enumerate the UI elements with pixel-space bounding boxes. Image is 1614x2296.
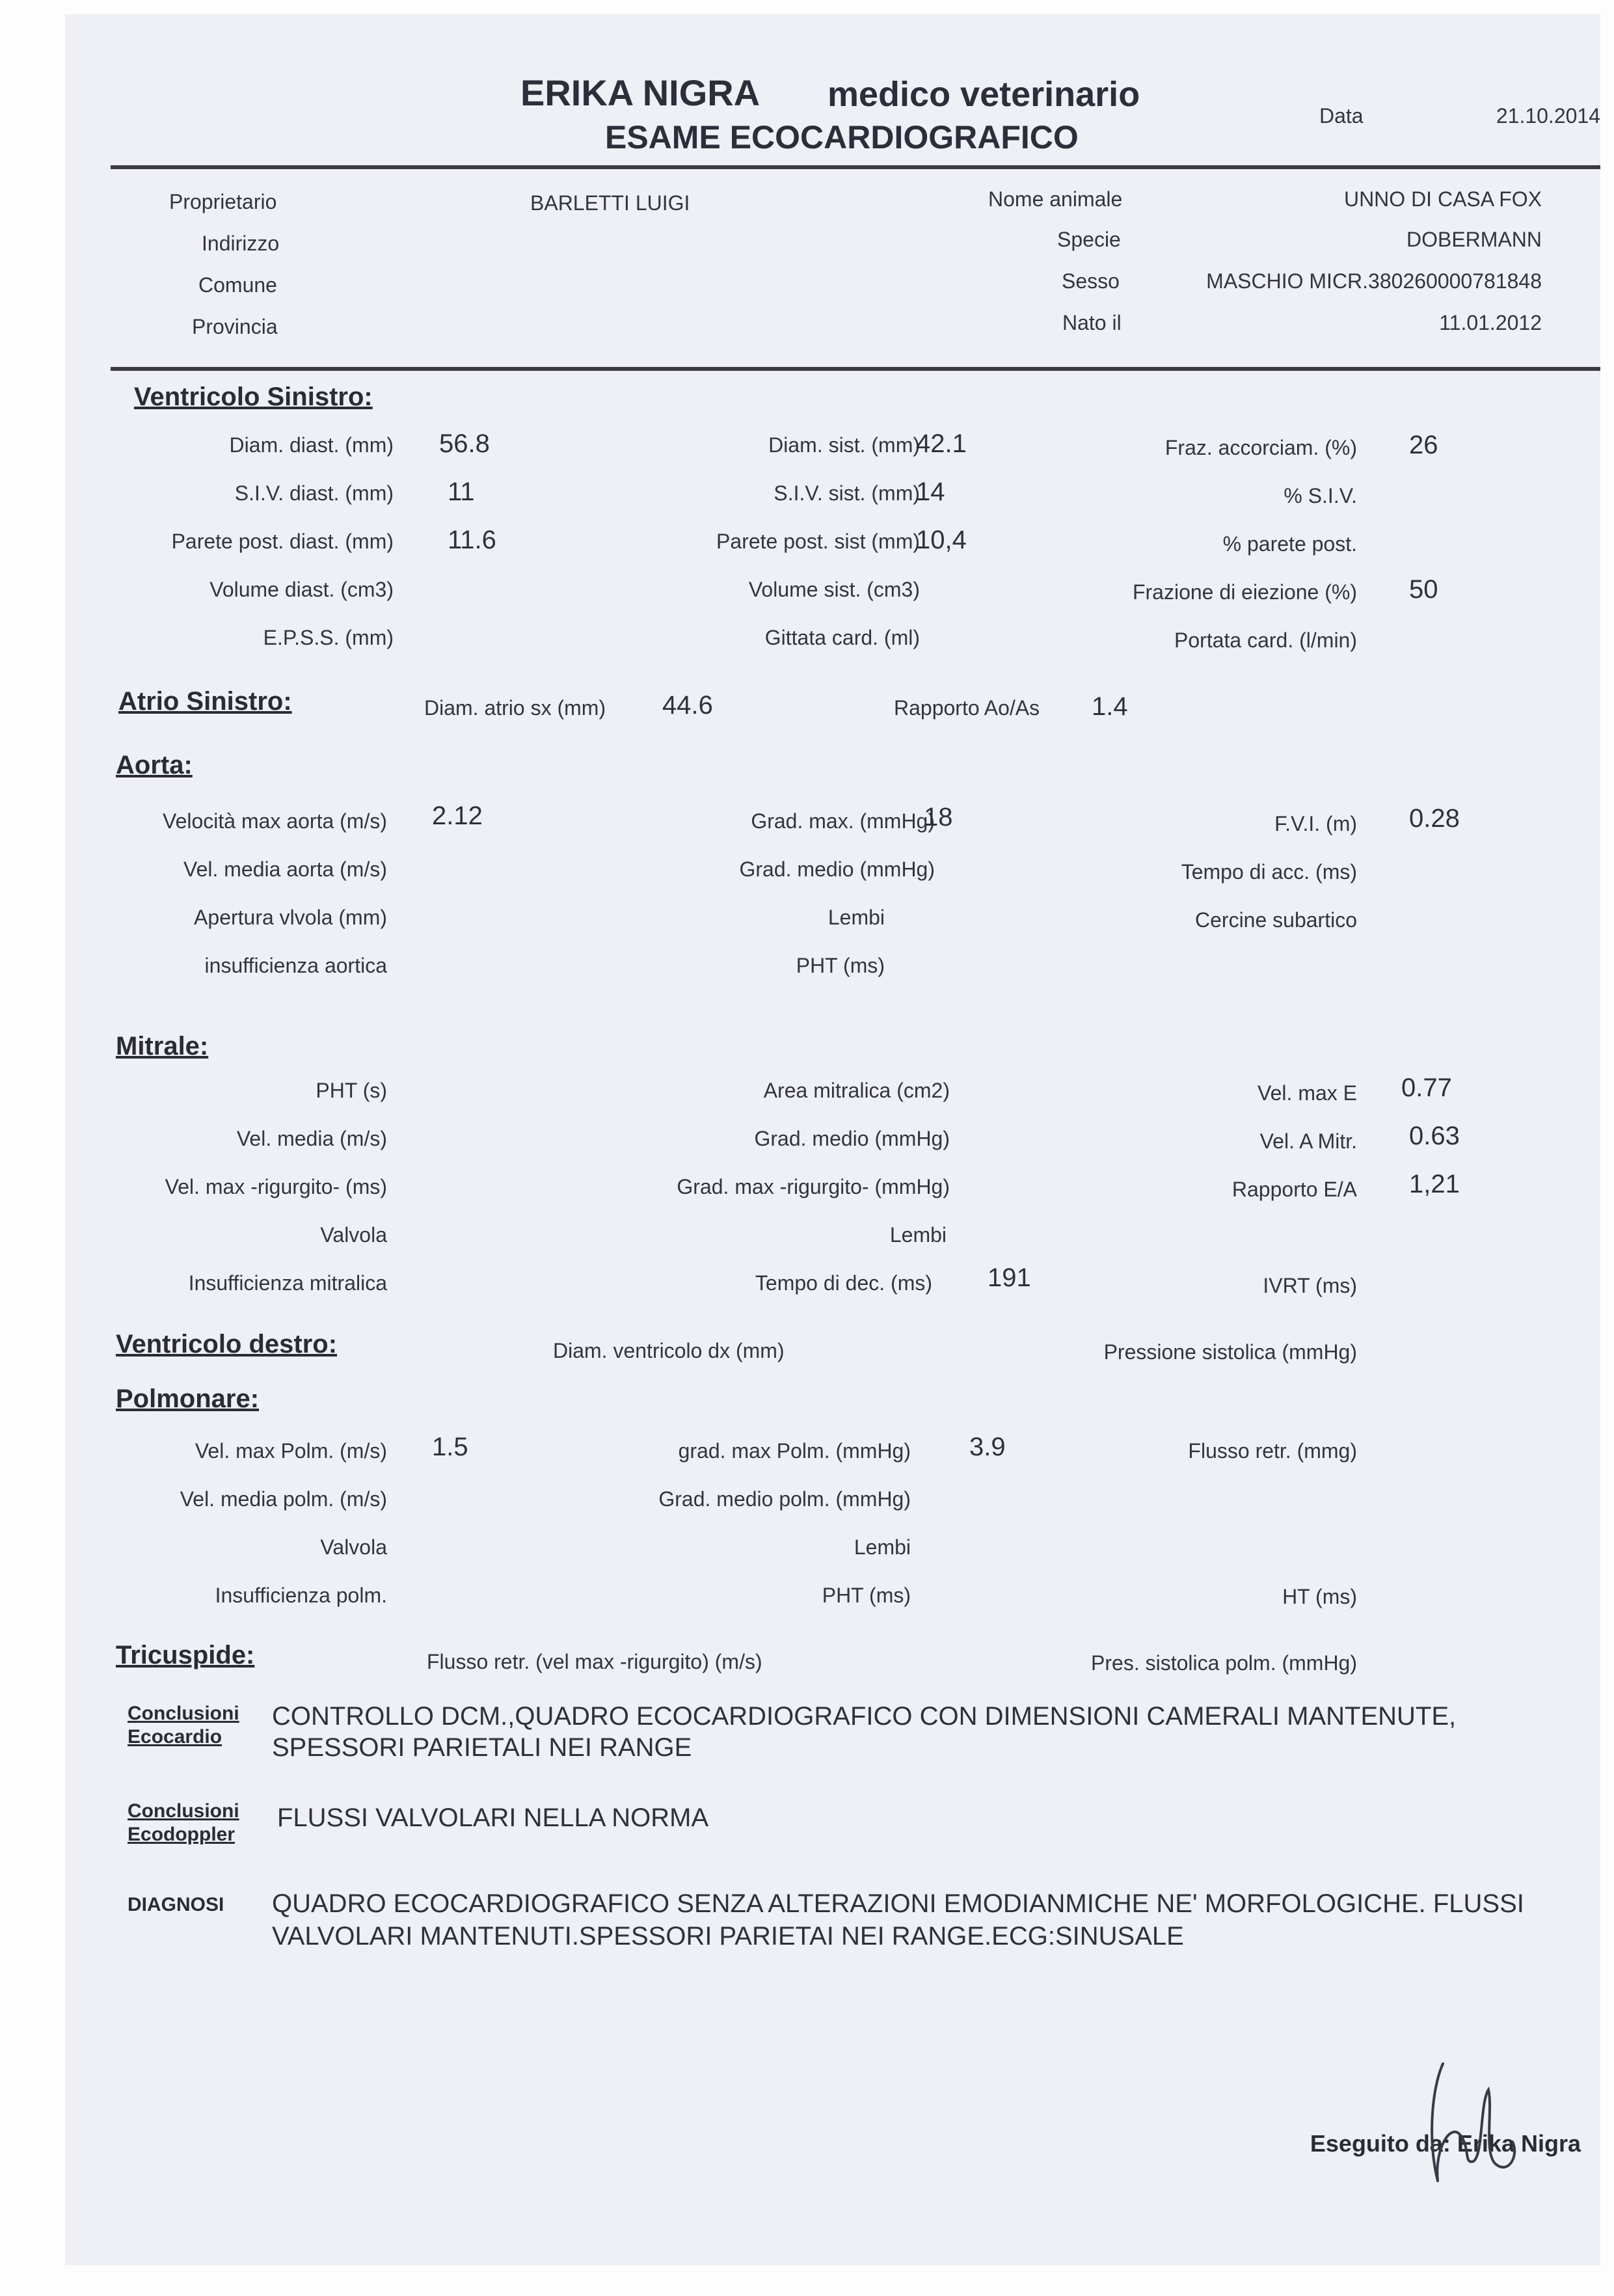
conclusioni-doppler-line-1: FLUSSI VALVOLARI NELLA NORMA — [277, 1803, 709, 1832]
nato-value: 11.01.2012 — [1439, 311, 1542, 334]
ao-insuff-label: insufficienza aortica — [204, 954, 387, 977]
as-rapporto-value: 1.4 — [1092, 692, 1128, 721]
vd-diam-label: Diam. ventricolo dx (mm) — [553, 1339, 785, 1362]
vs-siv-sist-label: S.I.V. sist. (mm) — [773, 481, 920, 505]
mi-valvola-label: Valvola — [320, 1223, 387, 1247]
conclusioni-eco-label — [128, 1702, 239, 1749]
po-lembi-label: Lembi — [854, 1535, 911, 1559]
po-valvola-label: Valvola — [320, 1535, 387, 1559]
mi-tempo-dec-label: Tempo di dec. (ms) — [755, 1271, 932, 1295]
indirizzo-label: Indirizzo — [202, 232, 280, 255]
mi-vel-max-e-label: Vel. max E — [1258, 1081, 1357, 1105]
vs-perc-parete-label: % parete post. — [1222, 532, 1357, 556]
vs-diam-sist-value: 42.1 — [916, 429, 967, 458]
po-grad-max-label: grad. max Polm. (mmHg) — [678, 1439, 911, 1463]
document-page — [65, 14, 1600, 2265]
mi-insuff-label: Insufficienza mitralica — [188, 1271, 387, 1295]
comune-label: Comune — [198, 273, 277, 297]
po-vel-max-value: 1.5 — [432, 1433, 468, 1461]
vs-volume-diast-label: Volume diast. (cm3) — [209, 578, 394, 601]
header-rule-top — [111, 165, 1600, 169]
mi-rapporto-ea-label: Rapporto E/A — [1231, 1178, 1357, 1201]
nome-animale-label: Nome animale — [988, 187, 1123, 211]
conclusioni-eco-label-1: Conclusioni — [128, 1703, 239, 1724]
vs-portata-label: Portata card. (l/min) — [1174, 628, 1357, 652]
po-pht-label: PHT (ms) — [822, 1584, 911, 1607]
po-ht-label: HT (ms) — [1282, 1585, 1357, 1608]
ao-fvi-value: 0.28 — [1409, 804, 1460, 833]
provincia-label: Provincia — [192, 315, 278, 338]
mi-grad-max-rig-label: Grad. max -rigurgito- (mmHg) — [677, 1175, 950, 1198]
proprietario-value: BARLETTI LUIGI — [530, 191, 690, 215]
signature-icon — [1412, 2051, 1542, 2200]
vs-siv-diast-value: 11 — [448, 478, 475, 506]
diagnosi-line-1: QUADRO ECOCARDIOGRAFICO SENZA ALTERAZIONI EMODIANMICHE NE' MORFOLOGICHE. FLUSSI — [272, 1889, 1524, 1918]
conclusioni-doppler-label-1: Conclusioni — [128, 1800, 239, 1822]
po-vel-max-label: Vel. max Polm. (m/s) — [195, 1439, 387, 1463]
diagnosi-label: DIAGNOSI — [128, 1894, 224, 1915]
conclusioni-doppler-label — [128, 1800, 239, 1846]
exam-title: ESAME ECOCARDIOGRAFICO — [605, 119, 1079, 155]
tr-flusso-label: Flusso retr. (vel max -rigurgito) (m/s) — [427, 1650, 762, 1673]
vs-parete-diast-label: Parete post. diast. (mm) — [171, 530, 394, 553]
mi-tempo-dec-value: 191 — [988, 1263, 1031, 1292]
date-value: 21.10.2014 — [1496, 104, 1600, 128]
ao-grad-max-value: 18 — [924, 803, 953, 831]
vs-frazione-eiezione-label: Frazione di eiezione (%) — [1132, 580, 1357, 604]
specie-label: Specie — [1057, 228, 1121, 251]
atrio-sinistro-title: Atrio Sinistro: — [118, 687, 292, 716]
po-insuff-label: Insufficienza polm. — [215, 1584, 387, 1607]
eseguito-da: Eseguito da: Erika Nigra — [1310, 2130, 1581, 2157]
vs-fraz-label: Fraz. accorciam. (%) — [1164, 436, 1357, 459]
vs-diam-sist-label: Diam. sist. (mm) — [768, 433, 920, 457]
mi-rapporto-ea-value: 1,21 — [1409, 1170, 1460, 1198]
vs-parete-diast-value: 11.6 — [448, 526, 496, 554]
vs-frazione-eiezione-value: 50 — [1409, 575, 1438, 604]
mitrale-title: Mitrale: — [116, 1032, 209, 1060]
vs-perc-siv-label: % S.I.V. — [1284, 484, 1357, 507]
ao-vel-max-value: 2.12 — [432, 802, 483, 830]
sesso-label: Sesso — [1062, 269, 1120, 293]
vs-parete-sist-value: 10,4 — [916, 526, 967, 554]
ao-lembi-label: Lembi — [827, 906, 885, 929]
mi-pht-label: PHT (s) — [316, 1079, 387, 1102]
header-rule-bottom — [111, 367, 1600, 371]
proprietario-label: Proprietario — [169, 190, 277, 213]
doctor-name: ERIKA NIGRA — [520, 72, 760, 113]
mi-grad-medio-label: Grad. medio (mmHg) — [754, 1127, 950, 1150]
conclusioni-eco-line-1: CONTROLLO DCM.,QUADRO ECOCARDIOGRAFICO CON DIMENSIONI CAMERALI MANTENUTE, — [272, 1702, 1457, 1731]
doctor-title: medico veterinario — [827, 75, 1140, 114]
po-grad-max-value: 3.9 — [969, 1433, 1006, 1461]
po-vel-media-label: Vel. media polm. (m/s) — [180, 1487, 387, 1511]
nome-animale-value: UNNO DI CASA FOX — [1343, 187, 1542, 211]
as-rapporto-label: Rapporto Ao/As — [894, 696, 1040, 720]
ao-fvi-label: F.V.I. (m) — [1274, 812, 1357, 835]
conclusioni-eco-line-2: SPESSORI PARIETALI NEI RANGE — [272, 1733, 692, 1762]
ao-tempo-acc-label: Tempo di acc. (ms) — [1181, 860, 1357, 884]
vs-parete-sist-label: Parete post. sist (mm) — [716, 530, 920, 553]
mi-ivrt-label: IVRT (ms) — [1263, 1274, 1357, 1297]
sesso-value: MASCHIO MICR.380260000781848 — [1206, 269, 1542, 293]
vd-pressione-label: Pressione sistolica (mmHg) — [1103, 1340, 1357, 1364]
aorta-title: Aorta: — [116, 751, 193, 779]
vs-siv-sist-value: 14 — [916, 478, 945, 506]
nato-label: Nato il — [1062, 311, 1122, 334]
ao-cercine-label: Cercine subartico — [1195, 908, 1357, 932]
tricuspide-title: Tricuspide: — [116, 1641, 255, 1669]
mi-vel-a-value: 0.63 — [1409, 1122, 1460, 1150]
vs-diam-diast-value: 56.8 — [439, 429, 490, 458]
ao-grad-medio-label: Grad. medio (mmHg) — [739, 858, 935, 881]
vs-siv-diast-label: S.I.V. diast. (mm) — [234, 481, 394, 505]
ao-grad-max-label: Grad. max. (mmHg) — [751, 809, 935, 833]
ao-vel-media-label: Vel. media aorta (m/s) — [183, 858, 387, 881]
conclusioni-eco-label-2: Ecocardio — [128, 1726, 222, 1748]
ao-vel-max-label: Velocità max aorta (m/s) — [163, 809, 387, 833]
ventricolo-sinistro-title: Ventricolo Sinistro: — [134, 383, 373, 411]
mi-area-label: Area mitralica (cm2) — [763, 1079, 950, 1102]
po-flusso-label: Flusso retr. (mmg) — [1188, 1439, 1357, 1463]
vs-epss-label: E.P.S.S. (mm) — [263, 626, 394, 649]
mi-vel-a-label: Vel. A Mitr. — [1259, 1129, 1357, 1153]
polmonare-title: Polmonare: — [116, 1384, 260, 1413]
mi-vel-media-label: Vel. media (m/s) — [236, 1127, 387, 1150]
vs-diam-diast-label: Diam. diast. (mm) — [229, 433, 394, 457]
specie-value: DOBERMANN — [1406, 228, 1542, 251]
vs-fraz-value: 26 — [1409, 431, 1438, 459]
mi-vel-max-e-value: 0.77 — [1401, 1074, 1452, 1102]
tr-pres-label: Pres. sistolica polm. (mmHg) — [1091, 1651, 1357, 1675]
as-diam-value: 44.6 — [662, 691, 713, 720]
date-label: Data — [1319, 104, 1364, 128]
po-grad-medio-label: Grad. medio polm. (mmHg) — [658, 1487, 911, 1511]
ao-apertura-label: Apertura vlvola (mm) — [194, 906, 387, 929]
conclusioni-doppler-label-2: Ecodoppler — [128, 1824, 235, 1845]
as-diam-label: Diam. atrio sx (mm) — [424, 696, 606, 720]
vs-volume-sist-label: Volume sist. (cm3) — [748, 578, 920, 601]
ao-pht-label: PHT (ms) — [796, 954, 885, 977]
mi-vel-max-rig-label: Vel. max -rigurgito- (ms) — [165, 1175, 387, 1198]
ventricolo-destro-title: Ventricolo destro: — [116, 1330, 338, 1358]
diagnosi-line-2: VALVOLARI MANTENUTI.SPESSORI PARIETAI NEI RANGE.ECG:SINUSALE — [272, 1922, 1184, 1951]
vs-gittata-label: Gittata card. (ml) — [764, 626, 920, 649]
mi-lembi-label: Lembi — [889, 1223, 947, 1247]
